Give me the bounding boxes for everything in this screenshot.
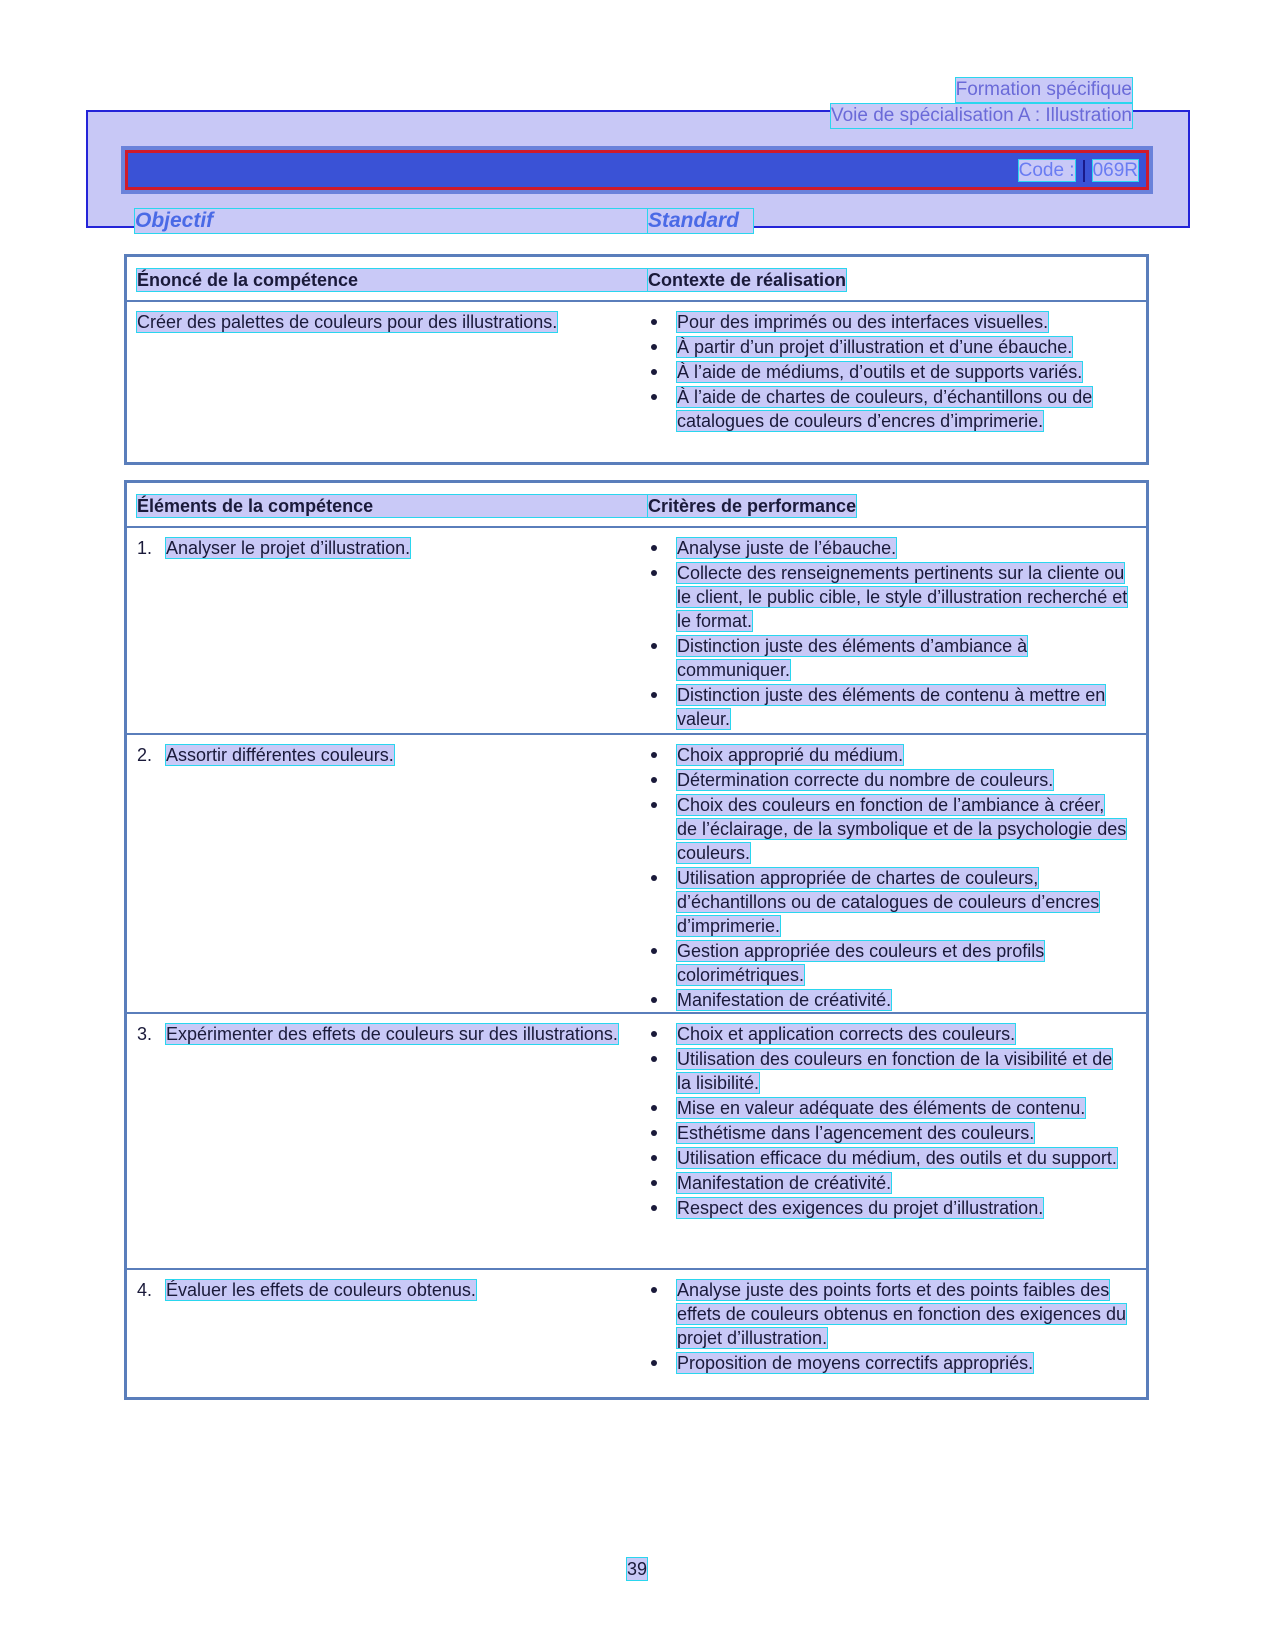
criterion-item (648, 561, 1128, 633)
standard-label: Standard (648, 209, 753, 233)
criterion-item (648, 939, 1128, 987)
element-number: 3. (137, 1024, 153, 1044)
element-row (127, 1270, 1146, 1389)
element-statement (137, 1022, 637, 1046)
context-item (648, 385, 1128, 433)
criterion-item-text: Respect des exigences du projet d’illustration. (677, 1198, 1044, 1218)
criterion-item-text: Proposition de moyens correctifs appropriés. (677, 1353, 1034, 1373)
element-row (127, 1014, 1146, 1270)
criteria-list (648, 743, 1128, 1013)
criterion-item-text: Collecte des renseignements pertinents sur la cliente ou le client, le public cible, le style d’illustration recherché et le format. (677, 563, 1128, 631)
criterion-item (648, 683, 1128, 731)
criterion-item (648, 988, 1128, 1012)
criterion-item (648, 1022, 1128, 1046)
code-separator (1083, 160, 1085, 182)
objective-label: Objectif (135, 209, 745, 233)
criterion-item-text: Distinction juste des éléments de contenu à mettre en valeur. (677, 685, 1106, 729)
code-label: Code : (1018, 160, 1075, 181)
criterion-item-text: Choix et application corrects des couleurs. (677, 1024, 1016, 1044)
element-text-content: Évaluer les effets de couleurs obtenus. (166, 1280, 476, 1300)
code-value: 069R (1092, 160, 1138, 181)
criterion-item (648, 1171, 1128, 1195)
header-specialisation: Voie de spécialisation A : Illustration (830, 105, 1132, 126)
criteria-header: Critères de performance (648, 496, 857, 516)
elements-header: Éléments de la compétence (137, 495, 647, 517)
criterion-item (648, 743, 1128, 767)
context-item-text: À partir d’un projet d’illustration et d’une ébauche. (677, 337, 1073, 357)
element-text (166, 1278, 637, 1302)
header-formation: Formation spécifique (955, 79, 1132, 100)
criterion-item (648, 1351, 1128, 1375)
competence-row (127, 302, 1146, 464)
element-statement (137, 1278, 637, 1302)
element-row (127, 528, 1146, 735)
criterion-item-text: Analyse juste de l’ébauche. (677, 538, 897, 558)
element-statement (137, 743, 637, 767)
competence-header-row (127, 257, 1146, 302)
code-bar (125, 150, 1149, 190)
element-number: 4. (137, 1280, 153, 1300)
context-header: Contexte de réalisation (648, 270, 847, 290)
criterion-item-text: Distinction juste des éléments d’ambiance à communiquer. (677, 636, 1028, 680)
criterion-item (648, 1121, 1128, 1145)
criterion-item (648, 1047, 1128, 1095)
context-item-text: À l’aide de chartes de couleurs, d’échantillons ou de catalogues de couleurs d’encres d’imprimerie. (677, 387, 1093, 431)
competence-table (124, 254, 1149, 465)
criterion-item (648, 793, 1128, 865)
competence-statement (137, 310, 637, 334)
criterion-item-text: Utilisation appropriée de chartes de couleurs, d’échantillons ou de catalogues de couleurs d’encres d’imprimerie. (677, 868, 1100, 936)
criteria-list (648, 536, 1128, 732)
element-text-content: Expérimenter des effets de couleurs sur des illustrations. (166, 1024, 618, 1044)
competence-statement-text: Créer des palettes de couleurs pour des illustrations. (137, 312, 558, 332)
criterion-item-text: Choix des couleurs en fonction de l’ambiance à créer, de l’éclairage, de la symbolique et de la psychologie des couleurs. (677, 795, 1127, 863)
element-text (166, 1022, 637, 1046)
criterion-item (648, 634, 1128, 682)
criterion-item (648, 1196, 1128, 1220)
context-item-text: Pour des imprimés ou des interfaces visuelles. (677, 312, 1049, 332)
code-text (1019, 159, 1138, 183)
criterion-item-text: Utilisation des couleurs en fonction de la visibilité et de la lisibilité. (677, 1049, 1113, 1093)
criteria-list (648, 1278, 1128, 1376)
criterion-item-text: Détermination correcte du nombre de couleurs. (677, 770, 1054, 790)
criterion-item-text: Manifestation de créativité. (677, 990, 892, 1010)
context-item-text: À l’aide de médiums, d’outils et de supports variés. (677, 362, 1083, 382)
criterion-item (648, 866, 1128, 938)
criterion-item-text: Mise en valeur adéquate des éléments de contenu. (677, 1098, 1086, 1118)
criterion-item (648, 536, 1128, 560)
element-number: 1. (137, 538, 153, 558)
criterion-item-text: Manifestation de créativité. (677, 1173, 892, 1193)
element-text (166, 536, 637, 560)
element-text-content: Assortir différentes couleurs. (166, 745, 394, 765)
criterion-item (648, 1278, 1128, 1350)
element-row (127, 735, 1146, 1014)
criterion-item-text: Utilisation efficace du médium, des outils et du support. (677, 1148, 1117, 1168)
competence-statement-header: Énoncé de la compétence (137, 269, 647, 291)
element-text-content: Analyser le projet d’illustration. (166, 538, 411, 558)
criterion-item-text: Esthétisme dans l’agencement des couleurs. (677, 1123, 1035, 1143)
element-number: 2. (137, 745, 153, 765)
context-list (648, 310, 1128, 434)
element-statement (137, 536, 637, 560)
context-item (648, 310, 1128, 334)
element-rows (127, 528, 1146, 1389)
criterion-item-text: Choix approprié du médium. (677, 745, 904, 765)
context-item (648, 360, 1128, 384)
criterion-item-text: Gestion appropriée des couleurs et des profils colorimétriques. (677, 941, 1045, 985)
elements-table (124, 480, 1149, 1400)
element-text (166, 743, 637, 767)
criterion-item (648, 1096, 1128, 1120)
context-item (648, 335, 1128, 359)
criterion-item (648, 768, 1128, 792)
page-number: 39 (627, 1559, 648, 1579)
criteria-list (648, 1022, 1128, 1221)
criterion-item (648, 1146, 1128, 1170)
criterion-item-text: Analyse juste des points forts et des points faibles des effets de couleurs obtenus en fonction des exigences du projet d’illustration. (677, 1280, 1126, 1348)
elements-header-row (127, 483, 1146, 528)
